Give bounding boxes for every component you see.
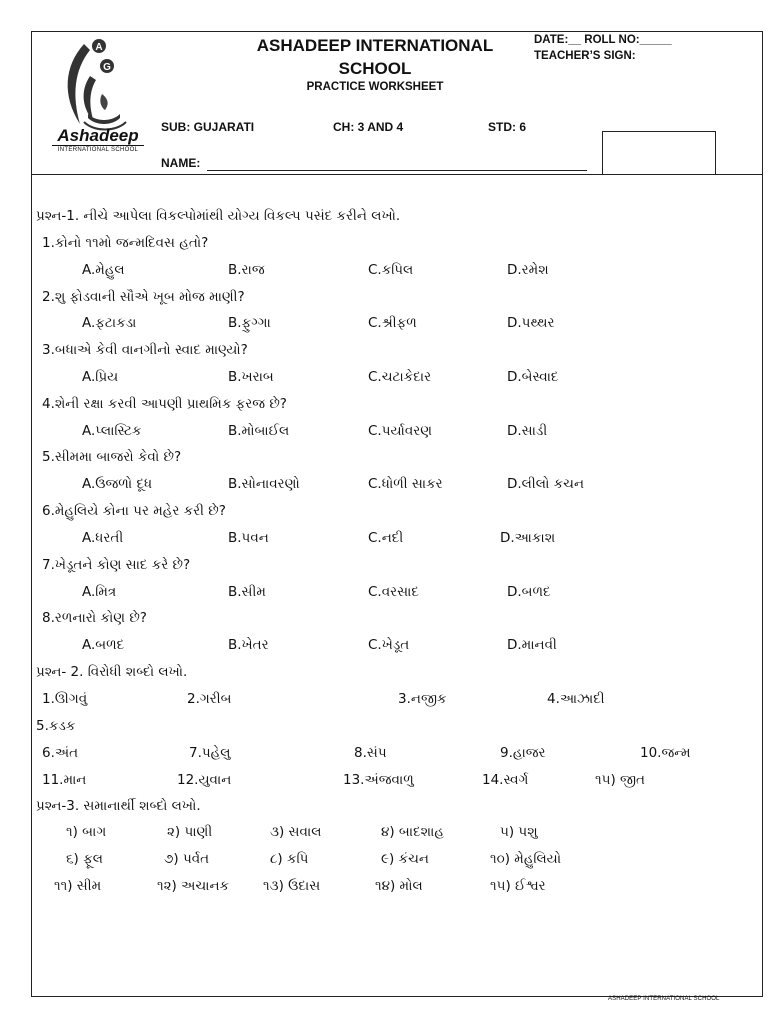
antonym-6: 6.અંત: [42, 745, 79, 761]
synonym-15: ૧૫) ઈશ્વર: [490, 878, 546, 894]
q3-option-b: B.ખરાબ: [228, 369, 274, 385]
q4-option-c: C.પર્યાવરણ: [368, 423, 433, 439]
q6-option-d: D.આકાશ: [500, 530, 556, 546]
synonym-8: ૮) કપિ: [270, 851, 309, 867]
q2-option-c: C.શ્રીફળ: [368, 315, 417, 331]
antonym-9: 9.હાજર: [500, 745, 546, 761]
q3-option-c: C.ચટાકેદાર: [368, 369, 432, 385]
antonym-11: 11.માન: [42, 772, 87, 788]
chapter-label: CH: 3 AND 4: [333, 120, 404, 134]
footer-school-name: ASHADEEP INTERNATIONAL SCHOOL: [608, 996, 720, 1002]
synonym-14: ૧૪) મોલ: [375, 878, 423, 894]
q3-option-a: A.પ્રિય: [82, 369, 119, 385]
subject-label: SUB: GUJARATI: [161, 120, 255, 134]
school-name: [240, 34, 510, 80]
q7-option-b: B.સીમ: [228, 584, 266, 600]
q1-option-c: C.કપિલ: [368, 262, 414, 278]
logo-wordmark: Ashadeep: [57, 126, 139, 145]
q2-option-b: B.ફુગ્ગા: [228, 315, 271, 331]
section1-heading: પ્રશ્ન-1. નીચે આપેલા વિકલ્પોમાંથી યોગ્ય વિકલ્પ પસંદ કરીને લખો.: [36, 208, 401, 224]
section3-heading: પ્રશ્ન-3. સમાનાર્થી શબ્દો લખો.: [36, 798, 201, 814]
question-5: 5.સીમમા બાજરો કેવો છે?: [42, 449, 182, 465]
q1-option-b: B.રાજ: [228, 262, 265, 278]
logo-letter-a: A: [95, 42, 103, 53]
antonym-5: 5.કડક: [36, 718, 76, 734]
question-8: 8.રળનારો કોણ છે?: [42, 610, 147, 626]
synonym-10: ૧૦) મેહુલિયો: [490, 851, 562, 867]
standard-label: STD: 6: [488, 120, 527, 134]
q7-option-a: A.મિત્ર: [82, 584, 117, 600]
question-1: 1.કોનો ૧૧મો જન્મદિવસ હતો?: [42, 235, 209, 251]
antonym-15: ૧૫) જીત: [595, 772, 646, 788]
q2-option-d: D.પથ્થર: [507, 315, 555, 331]
antonym-1: 1.ઊગવું: [42, 691, 88, 707]
teacher-sign-field[interactable]: TEACHER’S SIGN:: [534, 50, 636, 62]
q6-option-b: B.પવન: [228, 530, 269, 546]
q8-option-b: B.ખેતર: [228, 637, 269, 653]
logo-letter-g: G: [103, 62, 111, 73]
q5-option-b: B.સોનાવરણો: [228, 476, 300, 492]
synonym-1: ૧) બાગ: [66, 824, 107, 840]
synonym-12: ૧૨) અચાનક: [157, 878, 230, 894]
q4-option-a: A.પ્લાસ્ટિક: [82, 423, 142, 439]
question-4: 4.શેની રક્ષા કરવી આપણી પ્રાથમિક ફરજ છે?: [42, 396, 287, 412]
q5-option-d: D.લીલો કચન: [507, 476, 585, 492]
section2-heading: પ્રશ્ન- 2. વિરોધી શબ્દો લખો.: [36, 664, 188, 680]
worksheet-title: PRACTICE WORKSHEET: [306, 81, 444, 93]
question-6: 6.મેહુલિયે કોના પર મહેર કરી છે?: [42, 503, 226, 519]
date-rollno-block: [534, 32, 672, 64]
q8-option-c: C.ખેડૂત: [368, 637, 410, 653]
date-rollno-field[interactable]: DATE:__ ROLL NO:_____: [534, 34, 672, 46]
synonym-3: ૩) સવાલ: [270, 824, 322, 840]
q8-option-d: D.માનવી: [507, 637, 557, 653]
antonym-4: 4.આઝાદી: [547, 691, 605, 707]
question-7: 7.ખેડૂતને કોણ સાદ કરે છે?: [42, 557, 191, 573]
antonym-10: 10.જન્મ: [640, 745, 691, 761]
q6-option-a: A.ધરતી: [82, 530, 124, 546]
school-name-line1: ASHADEEP INTERNATIONAL: [256, 36, 494, 55]
name-label: NAME:: [161, 156, 201, 170]
question-3: 3.બધાએ કેવી વાનગીનો સ્વાદ માણ્યો?: [42, 342, 248, 358]
q7-option-c: C.વરસાદ: [368, 584, 419, 600]
q4-option-d: D.સાડી: [507, 423, 548, 439]
synonym-5: ૫) પશુ: [500, 824, 538, 840]
q1-option-a: A.મેહુલ: [82, 262, 125, 278]
synonym-13: ૧૩) ઉદાસ: [263, 878, 321, 894]
antonym-8: 8.સંપ: [354, 745, 387, 761]
antonym-7: 7.પહેલુ: [189, 745, 231, 761]
antonym-14: 14.સ્વર્ગ: [482, 772, 529, 788]
antonym-13: 13.અંજવાળુ: [343, 772, 414, 788]
q8-option-a: A.બળદ: [82, 637, 125, 653]
q6-option-c: C.નદી: [368, 530, 404, 546]
q5-option-a: A.ઉજળો દૂધ: [82, 476, 153, 492]
antonym-2: 2.ગરીબ: [187, 691, 232, 707]
school-name-line2: SCHOOL: [338, 59, 412, 78]
q1-option-d: D.રમેશ: [507, 262, 549, 278]
synonym-7: ૭) પર્વત: [164, 851, 210, 867]
synonym-6: ૬) ફૂલ: [66, 851, 103, 867]
name-input-line[interactable]: [207, 170, 587, 171]
question-2: 2.શુ ફોડવાની સૌએ ખૂબ મોજ માણી?: [42, 289, 245, 305]
synonym-4: ૪) બાદશાહ: [381, 824, 444, 840]
antonym-3: 3.નજીક: [398, 691, 447, 707]
marks-box[interactable]: [602, 131, 716, 175]
logo-subtitle: INTERNATIONAL SCHOOL: [52, 145, 144, 153]
q3-option-d: D.બેસ્વાદ: [507, 369, 559, 385]
synonym-9: ૯) કંચન: [381, 851, 429, 867]
q2-option-a: A.ફટાકડા: [82, 315, 137, 331]
synonym-11: ૧૧) સીમ: [54, 878, 102, 894]
q5-option-c: C.ધોળી સાકર: [368, 476, 443, 492]
q7-option-d: D.બળદ: [507, 584, 551, 600]
q4-option-b: B.મોબાઈલ: [228, 423, 290, 439]
synonym-2: ૨) પાણી: [167, 824, 213, 840]
antonym-12: 12.યુવાન: [177, 772, 232, 788]
